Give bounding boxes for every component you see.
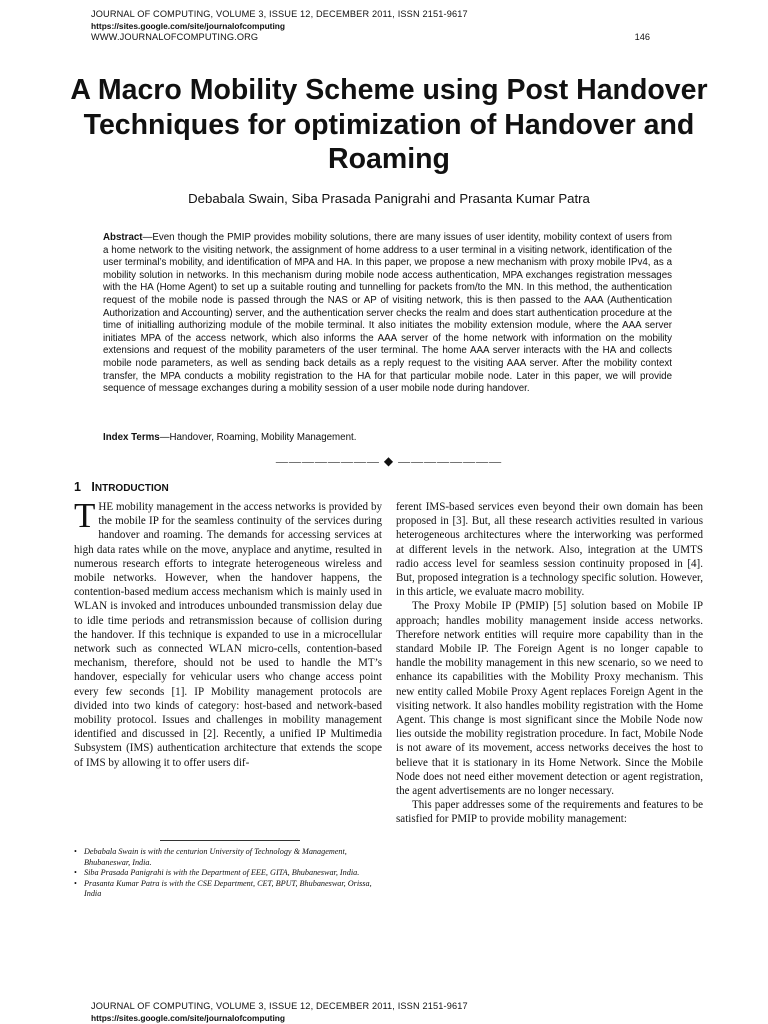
intro-paragraph: [74, 496, 382, 770]
abstract-text: —Even though the PMIP provides mobility solutions, there are many issues of user identity, mobility context of users from a home network to the visiting network, the assignment of home address to a user terminal in a visiting network, identification of the user terminal’s mobility, and identification of MPA and HA. In this paper, we propose a new mechanism with proxy mobile IPv4, as a mobility solution in networks. In this mechanism during mobile node access authentication, MPA exchanges registration messages with the HA (Home Agent) to set up a suitable routing and tunnelling for packets from/to the MN. In this method, the authentication request of the mobile node is passed through the NAS or AP of visiting network, this is then passed to the AAA (Authentication Authorization and Accounting) server, and the authentication server checks the realm and does start authentication procedure at the time of initialling authorizing module of the mobile terminal. It also initiates the mobility extension module, where the AAA server initiates MPA of the access network, which also informs the AAA server of the home network with information on the mobility extensions and request of the mobility parameters of the user terminal. The home AAA server interacts with the HA and collects mobile node parameters, as well as sending back details as a reply request to the visiting AAA server. After the mobility context transfer, the MPA conducts a mobility registration to the HA for that particular mobile node. Later in this paper, we will provide sequence of message exchanges during a mobility session of a user mobile node during handover.: [103, 232, 672, 395]
journal-url[interactable]: https://sites.google.com/site/journalofcomputing: [91, 20, 286, 31]
paragraph-continued: ferent IMS-based services even beyond their own domain has been proposed in [3]. But, all these research activities resulted in various heterogeneous architectures where the interworking was performed at different levels in the network. Also, integration at the UMTS radio access level for seamless session continuity proposed in [4]. But, proposed integration is a technology specific solution. However, in this article, we evaluate macro mobility.: [396, 501, 703, 599]
paragraph-pmip: The Proxy Mobile IP (PMIP) [5] solution based on Mobile IP approach; handles mobility management inside access networks. Therefore network entities will require more capability than in the standard Mobile IP. The Foreign Agent is no longer capable to handle the mobility management in this new scenario, so we need to enhance its capabilities with the Mobility Proxy mechanism. This new entity called Mobile Proxy Agent replaces Foreign Agent in the visiting network. It also handles mobility registration with the Home Agent. This change is most significant since the Mobile Node now lies outside the mobility registration procedure. In fact, Mobile Node is not aware of its movement, access networks deceives the host to believe that it is stationary in its Home Network. Since the Mobile Node does not need either movement detection or agent registration, the agent advertisements are no longer necessary.: [396, 600, 703, 798]
intro-paragraph-text: HE mobility management in the access networks is provided by the mobile IP for the seamless continuity of the services during handover and roaming. The demands for accessing services at high data rates while on the move, anyplace and anytime, resulted in numerous research efforts to integrate heterogeneous wireless and mobile networks. However, when the handover happens, the contention-based medium access mechanism which is mainly used in WLAN is invoked and introduces unbounded transmission delay due to idle time periods and retransmission because of collision during the handover. If this technique is expanded to use in a microcellular network such as connected WLAN micro-cells, contention-based mechanism, therefore, should not be used to handle the MT’s handover, especially for vehicular users who change access point every few seconds [1]. IP Mobility management protocols are divided into two kinds of category: host-based and network-based mobility protocol. Issues and challenges in mobility management identified and discussed in [2]. Recently, a unified IP Multimedia Subsystem (IMS) authentication architecture that extends the scope of IMS by allowing it to offer users dif-: [74, 501, 382, 769]
footnote-text: Debabala Swain is with the centurion University of Technology & Management, Bhubaneswar, India.: [84, 847, 347, 867]
right-column: [396, 500, 703, 827]
section-number: 1: [74, 480, 81, 494]
footnote-1: [74, 847, 384, 868]
paper-title: A Macro Mobility Scheme using Post Handover Techniques for optimization of Handover and Roaming: [70, 74, 708, 175]
running-footer: [91, 1001, 651, 1024]
section-title-rest: NTRODUCTION: [94, 483, 169, 494]
footnotes: [74, 847, 384, 900]
paragraph-requirements: This paper addresses some of the requirements and features to be satisfied for PMIP to provide mobility management:: [396, 799, 703, 826]
left-column: [74, 496, 382, 770]
footnote-text: Siba Prasada Panigrahi is with the Department of EEE, GITA, Bhubaneswar, India.: [84, 868, 360, 878]
footer-journal-line: JOURNAL OF COMPUTING, VOLUME 3, ISSUE 12, DECEMBER 2011, ISSN 2151-9617: [91, 1001, 468, 1011]
journal-site[interactable]: WWW.JOURNALOFCOMPUTING.ORG: [91, 32, 259, 42]
index-terms: [103, 432, 672, 445]
abstract-label: Abstract: [103, 232, 143, 243]
footer-url[interactable]: https://sites.google.com/site/journalofcomputing: [91, 1012, 286, 1023]
footnote-text: Prasanta Kumar Patra is with the CSE Department, CET, BPUT, Bhubaneswar, Orissa, India: [84, 878, 372, 899]
section-title-initial: I: [91, 480, 95, 494]
footnote-2: [74, 868, 384, 879]
footnote-rule: [160, 840, 300, 841]
bullet-icon: •: [74, 847, 77, 856]
drop-cap: T: [74, 496, 96, 535]
journal-line: JOURNAL OF COMPUTING, VOLUME 3, ISSUE 12, DECEMBER 2011, ISSN 2151-9617: [91, 9, 468, 19]
index-terms-label: Index Terms: [103, 432, 160, 443]
section-heading: [74, 479, 169, 497]
bullet-icon: •: [74, 868, 77, 878]
bullet-icon: •: [74, 878, 77, 888]
section-separator: ———————— ◆ ————————: [275, 454, 503, 468]
page-number: 146: [634, 32, 650, 42]
footnote-3: [74, 879, 384, 900]
author-list: Debabala Swain, Siba Prasada Panigrahi and Prasanta Kumar Patra: [188, 191, 590, 206]
abstract: [103, 232, 672, 396]
running-header: [91, 9, 651, 44]
index-terms-text: —Handover, Roaming, Mobility Management.: [159, 432, 357, 443]
